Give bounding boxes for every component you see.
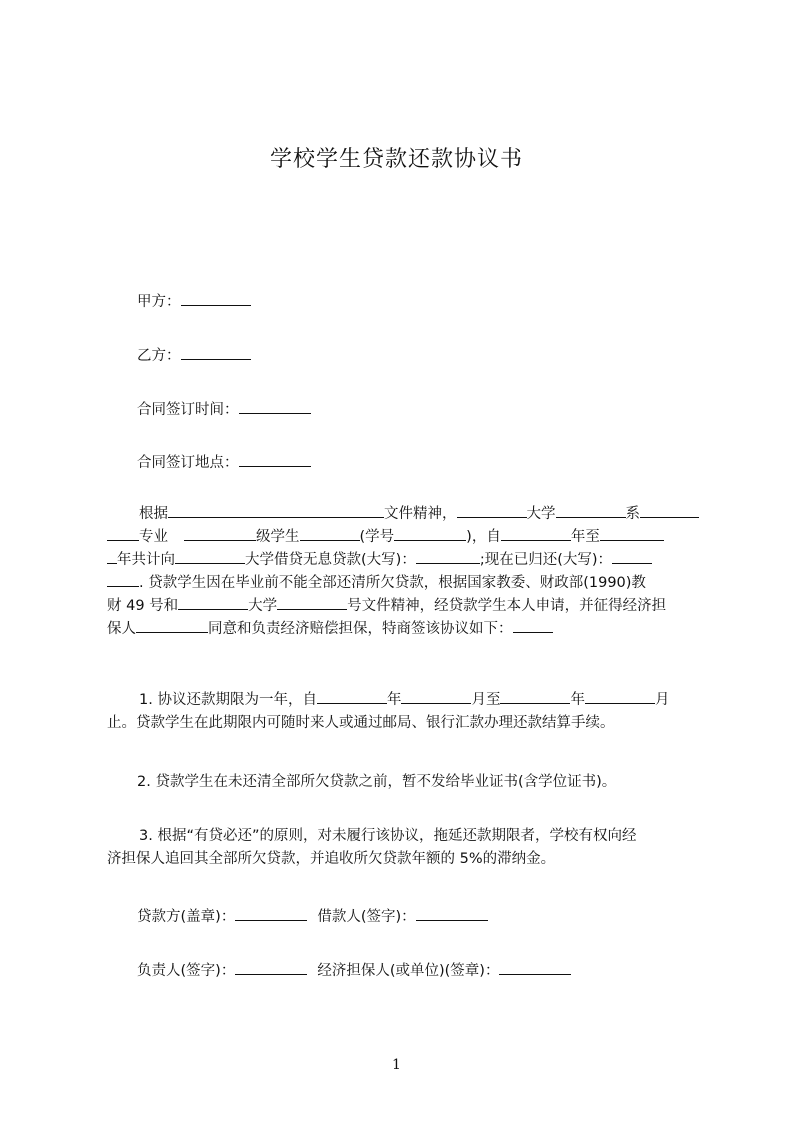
department-blank-2[interactable] (640, 503, 699, 518)
intro-text: 大学 (248, 598, 278, 614)
clause-2 (107, 771, 699, 794)
signature-row-1 (137, 905, 488, 926)
term-end-month-blank[interactable] (585, 689, 655, 704)
major-blank[interactable] (107, 526, 139, 541)
document-name-blank[interactable] (168, 503, 384, 518)
sign-time-field (137, 398, 311, 419)
sign-place-field (137, 451, 311, 472)
term-start-year-blank[interactable] (317, 689, 387, 704)
responsible-signature-blank[interactable] (235, 960, 307, 975)
university-blank[interactable] (457, 503, 527, 518)
end-year-blank[interactable] (600, 526, 664, 541)
clause-text: 年 (570, 692, 585, 708)
intro-text: 大学借贷无息贷款(大写)： (245, 552, 416, 568)
intro-text: . 贷款学生因在毕业前不能全部还清所欠贷款，根据国家教委、财政部(1990)教 (139, 575, 646, 591)
intro-text: 级学生 (256, 529, 300, 545)
intro-text: 大学 (526, 506, 556, 522)
grade-blank[interactable] (184, 526, 256, 541)
student-id-blank[interactable] (394, 526, 466, 541)
guarantor-signature-blank[interactable] (499, 960, 571, 975)
intro-text: 财 49 号和 (107, 598, 179, 614)
clause-text: 2. 贷款学生在未还清全部所欠贷款之前，暂不发给毕业证书(含学位证书)。 (137, 774, 617, 790)
intro-text: 年至 (570, 529, 600, 545)
intro-text: 保人 (107, 621, 136, 637)
responsible-label: 负责人(签字)： (137, 963, 236, 979)
borrower-label: 借款人(签字)： (317, 909, 416, 925)
sign-time-label: 合同签订时间： (137, 402, 239, 418)
party-b-field (137, 344, 251, 365)
lender-label: 贷款方(盖章)： (137, 909, 236, 925)
term-start-month-blank[interactable] (401, 689, 471, 704)
intro-text: )，自 (466, 529, 501, 545)
borrower-signature-blank[interactable] (416, 906, 488, 921)
clause-text: 月至 (471, 692, 501, 708)
document-title: 学校学生贷款还款协议书 (269, 147, 523, 172)
intro-text: 根据 (139, 506, 168, 522)
clause-text: 年 (386, 692, 402, 708)
page-number: 1 (392, 1057, 401, 1073)
lender-seal-blank[interactable] (235, 906, 307, 921)
doc-university-blank[interactable] (178, 595, 248, 610)
intro-paragraph (107, 503, 699, 641)
clause-text: 济担保人追回其全部所欠贷款，并追收所欠贷款年额的 5%的滞纳金。 (107, 851, 556, 867)
sign-place-label: 合同签订地点： (137, 455, 239, 471)
end-year-blank-2[interactable] (107, 549, 117, 564)
term-end-year-blank[interactable] (500, 689, 570, 704)
intro-text: 文件精神， (384, 506, 457, 522)
guarantor-label: 经济担保人(或单位)(签章)： (317, 963, 500, 979)
intro-text: 系 (625, 506, 640, 522)
party-a-label: 甲方： (137, 294, 181, 310)
loan-amount-blank[interactable] (416, 549, 480, 564)
party-b-blank[interactable] (181, 345, 251, 360)
intro-text: 年共计向 (117, 552, 175, 568)
agreement-blank[interactable] (513, 618, 553, 633)
intro-text: ;现在已归还(大写)： (479, 552, 613, 568)
clause-text: 月 (654, 692, 670, 708)
guarantor-blank[interactable] (136, 618, 208, 633)
intro-text: 专业 (139, 529, 168, 545)
sign-place-blank[interactable] (239, 452, 311, 467)
start-year-blank[interactable] (501, 526, 571, 541)
clause-1 (107, 689, 699, 735)
student-name-blank[interactable] (300, 526, 360, 541)
clause-3 (107, 825, 699, 871)
signature-row-2 (137, 959, 571, 980)
department-blank[interactable] (556, 503, 626, 518)
intro-text: 同意和负责经济赔偿担保，特商签该协议如下： (208, 621, 513, 637)
party-a-blank[interactable] (181, 291, 251, 306)
repaid-amount-blank[interactable] (612, 549, 652, 564)
clause-text: 止。贷款学生在此期限内可随时来人或通过邮局、银行汇款办理还款结算手续。 (107, 715, 615, 731)
sign-time-blank[interactable] (239, 399, 311, 414)
lender-university-blank[interactable] (175, 549, 245, 564)
doc-number-blank[interactable] (277, 595, 347, 610)
party-b-label: 乙方： (137, 348, 181, 364)
intro-text: (学号 (359, 529, 395, 545)
intro-text: 号文件精神，经贷款学生本人申请，并征得经济担 (347, 598, 667, 614)
repaid-amount-blank-2[interactable] (107, 572, 139, 587)
party-a-field (137, 290, 251, 311)
clause-text: 1. 协议还款期限为一年，自 (139, 692, 317, 708)
clause-text: 3. 根据“有贷必还”的原则，对未履行该协议，拖延还款期限者，学校有权向经 (139, 828, 637, 844)
